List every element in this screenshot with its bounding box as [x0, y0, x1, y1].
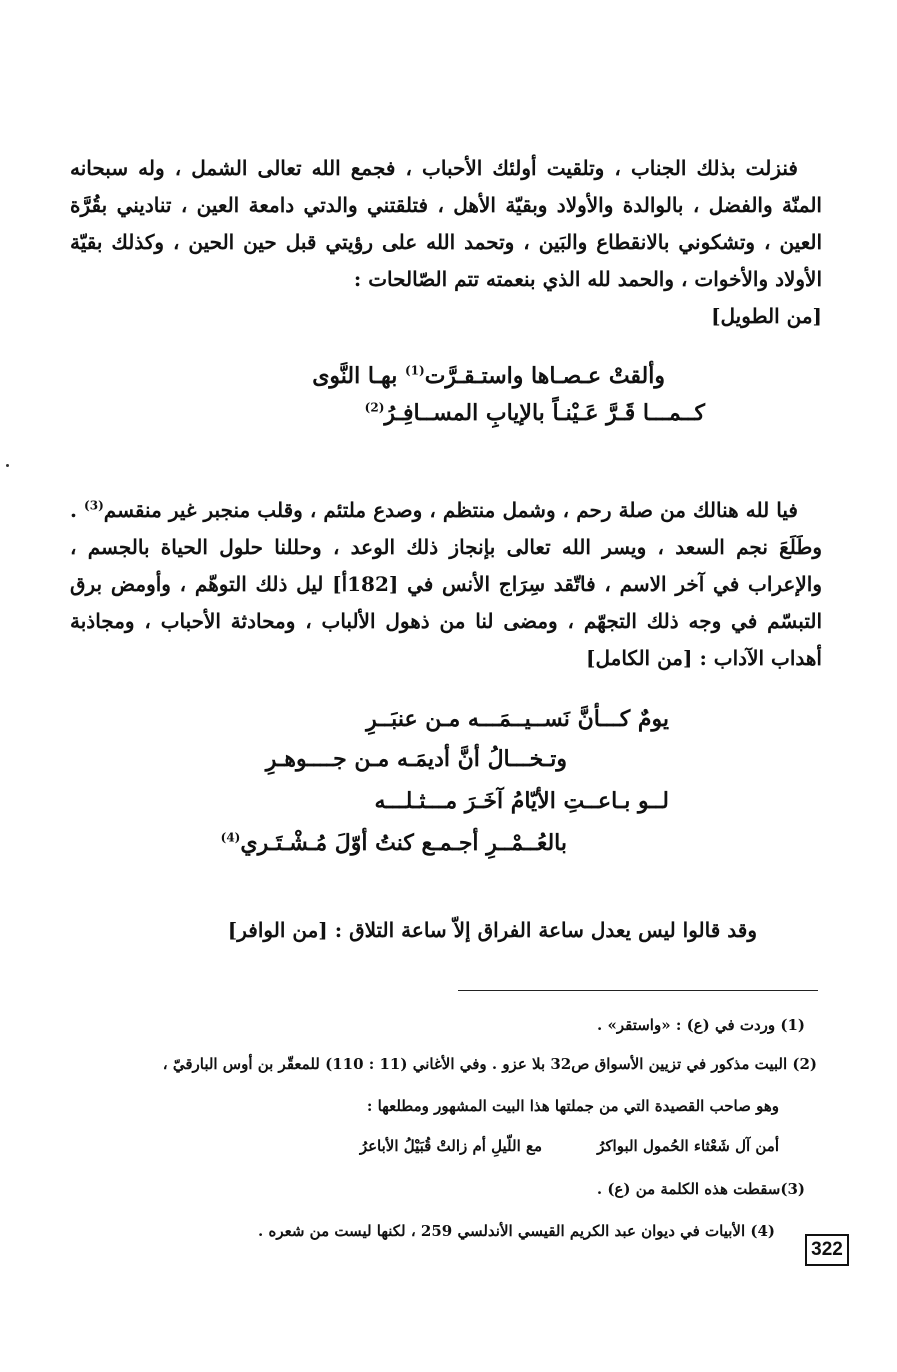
footnote-1: (1) وردت في (ع) : «واستقر» .: [597, 1016, 805, 1034]
poem1-line1: [312, 363, 665, 389]
footnote-ref-3: (3): [84, 498, 104, 513]
footnote-divider: [458, 990, 818, 991]
scan-speck: [6, 464, 9, 467]
footnote-2-verse-first-hemistich: أمن آل شَعْثاء الحُمول البواكرُ: [597, 1137, 779, 1155]
poem2-line4-text: بالعُــمْــرِ أجـمـع كنتُ أوّلَ مُـشْـتَـري: [240, 830, 567, 856]
poem2-line3: لــو بـاعــتِ الأيّامُ آخَـرَ مـــثـلـــه: [374, 788, 669, 814]
poem2-line4: [221, 830, 567, 856]
poem2-line1: يومٌ كـــأنَّ نَســيــمَـــه مـن عنبَــرِ: [366, 706, 669, 732]
footnote-3: (3)سقطت هذه الكلمة من (ع) .: [596, 1180, 805, 1198]
meter-label-tawil: [من الطويل]: [711, 304, 822, 328]
paragraph-reunion-text: [70, 492, 822, 677]
footnote-4: (4) الأبيات في ديوان عبد الكريم القيسي الأندلسي 259 ، لكنها ليست من شعره .: [258, 1222, 775, 1240]
footnote-2-continuation: وهو صاحب القصيدة التي من جملتها هذا البيت المشهور ومطلعها :: [366, 1097, 779, 1115]
footnote-ref-4: (4): [220, 830, 241, 845]
paragraph-reunion-text-a: فيا لله هنالك من صلة رحم ، وشمل منتظم ، وصدع ملتئم ، وقلب منجبر غير منقسم: [103, 498, 798, 522]
paragraph-homecoming: [70, 150, 822, 335]
poem1-line2: [365, 400, 705, 426]
page-number: 322: [805, 1234, 849, 1266]
poem1-line2-text: كــمـــا قَـرَّ عَـيْنـاً بالإيابِ المســافِـرُ: [384, 400, 705, 426]
closing-line: وقد قالوا ليس يعدل ساعة الفراق إلاّ ساعة التلاق : [من الوافر]: [227, 918, 757, 942]
footnote-ref-2: (2): [364, 400, 385, 415]
poem2-line2: وتـخـــالُ أنَّ أديمَـه مـن جــــوهـرِ: [265, 746, 567, 772]
poem1-line1-end: بهـا النَّوى: [312, 363, 405, 389]
paragraph-homecoming-text: فنزلت بذلك الجناب ، وتلقيت أولئك الأحباب ، فجمع الله تعالى الشمل ، وله سبحانه المنّة والفضل ، بالوالدة والأولاد وبقيّة الأهل ، فتلقتني والدتي دامعة العين ، تناديني بقُرَّة العين ، وتشكوني بالانقطاع والبَين ، وتحمد الله على رؤيتي قبل حين الحين ، وكذلك بقيّة الأولاد والأخوات ، والحمد لله الذي بنعمته تتم الصّالحات :: [70, 156, 822, 291]
footnote-2-verse-second-hemistich: مع اللّيلِ أم زالتْ قُبَيْلُ الأباعرُ: [359, 1137, 542, 1155]
footnote-2: (2) البيت مذكور في تزيين الأسواق ص32 بلا عزو . وفي الأغاني (11 : 110) للمعقّر بن أوس البارقيّ ،: [162, 1055, 817, 1073]
footnote-ref-1: (1): [404, 363, 425, 378]
poem1-line1-text: وألقتْ عـصـاها واستـقـرَّت: [424, 363, 665, 389]
paragraph-reunion: [70, 492, 822, 677]
paragraph-reunion-text-b: . وطَلَعَ نجم السعد ، ويسر الله تعالى بإنجاز ذلك الوعد ، وحللنا حلول الحياة بالجسم ، والإعراب في آخر الاسم ، فاتّقد سِرَاج الأنس في [182أ] ليل ذلك التوهّم ، وأومض برق التبسّم في وجه ذلك التجهّم ، ومضى لنا من ذهول الألباب ، ومحادثة الأحباب ، ومجاذبة أهداب الآداب : [من الكامل]: [70, 498, 822, 670]
